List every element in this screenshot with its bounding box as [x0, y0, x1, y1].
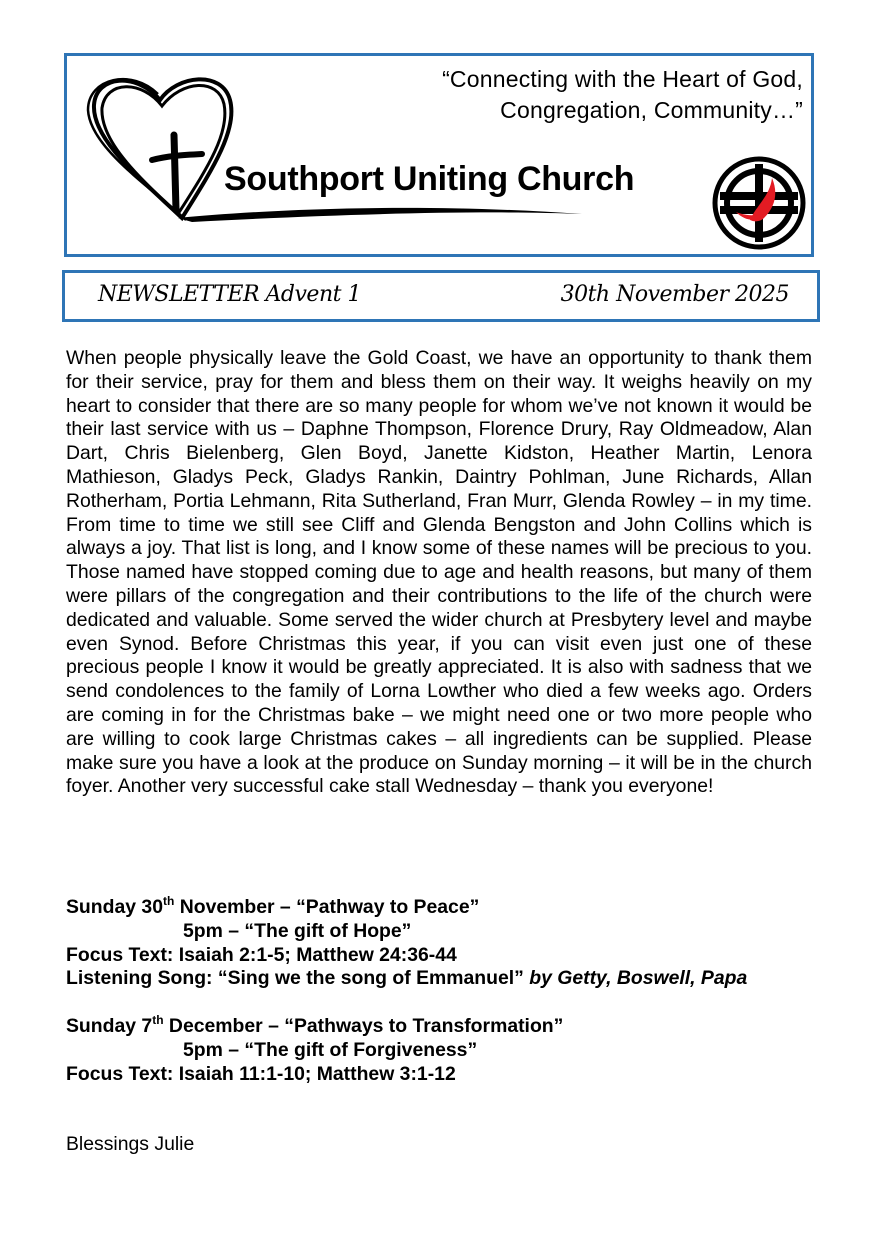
service-2-day-sup: th: [152, 1012, 164, 1027]
service-2-heading: [66, 1012, 812, 1039]
service-2-title: December – “Pathways to Transformation”: [163, 1014, 564, 1037]
services-section: [66, 893, 812, 1086]
body-paragraph: When people physically leave the Gold Coast, we have an opportunity to thank them for their service, pray for them and bless them on their way. It weighs heavily on my heart to consider that there are so many people for whom we’ve not known it would be their last service with us – Daphne Thompson, Florence Drury, Ray Oldmeadow, Alan Dart, Chris Bielenberg, Glen Boyd, Janette Kidston, Heather Martin, Lenora Mathieson, Gladys Peck, Gladys Rankin, Daintry Pohlman, June Richards, Allan Rotherham, Portia Lehmann, Rita Sutherland, Fran Murr, Glenda Rowley – in my time. From time to time we still see Cliff and Glenda Bengston and John Collins which is always a joy. That list is long, and I know some of these names will be precious to you. Those named have stopped coming due to age and health reasons, but many of them were pillars of the congregation and their contributions to the life of the church were dedicated and valuable. Some served the wider church at Presbytery level and maybe even Synod. Before Christmas this year, if you can visit even just one of these precious people I know it would be greatly appreciated. It is also with sadness that we send condolences to the family of Lorna Lowther who died a few weeks ago. Orders are coming in for the Christmas bake – we might need one or two more people who are willing to cook large Christmas cakes – all ingredients can be supplied. Please make sure you have a look at the produce on Sunday morning – it will be in the church foyer. Another very successful cake stall Wednesday – thank you everyone!: [66, 347, 812, 798]
service-2-focus: Focus Text: Isaiah 11:1-10; Matthew 3:1-12: [66, 1062, 456, 1085]
newsletter-date: 30th November 2025: [560, 282, 789, 307]
service-1-evening: 5pm – “The gift of Hope”: [183, 919, 412, 942]
service-1-song-title: Listening Song: “Sing we the song of Emmanuel”: [66, 967, 524, 990]
service-2-day: Sunday 7: [66, 1014, 153, 1037]
service-2-evening: 5pm – “The gift of Forgiveness”: [183, 1038, 478, 1061]
service-1-title: November – “Pathway to Peace”: [174, 896, 480, 918]
tagline-line-1: “Connecting with the Heart of God,: [442, 66, 803, 92]
service-1-day-sup: th: [163, 893, 175, 908]
service-1-song: [66, 967, 812, 991]
church-name: Southport Uniting Church: [224, 160, 635, 198]
service-1-song-by: by Getty, Boswell, Papa: [523, 967, 748, 990]
service-1-heading: [66, 893, 812, 920]
uniting-church-emblem-icon: [712, 156, 806, 250]
newsletter-title: NEWSLETTER Advent 1: [98, 282, 361, 307]
tagline: [442, 64, 803, 126]
service-1-focus: Focus Text: Isaiah 2:1-5; Matthew 24:36-44: [66, 943, 457, 966]
tagline-line-2: Congregation, Community…”: [500, 97, 803, 123]
sign-off: Blessings Julie: [66, 1133, 195, 1155]
service-1-day: Sunday 30: [66, 896, 163, 918]
